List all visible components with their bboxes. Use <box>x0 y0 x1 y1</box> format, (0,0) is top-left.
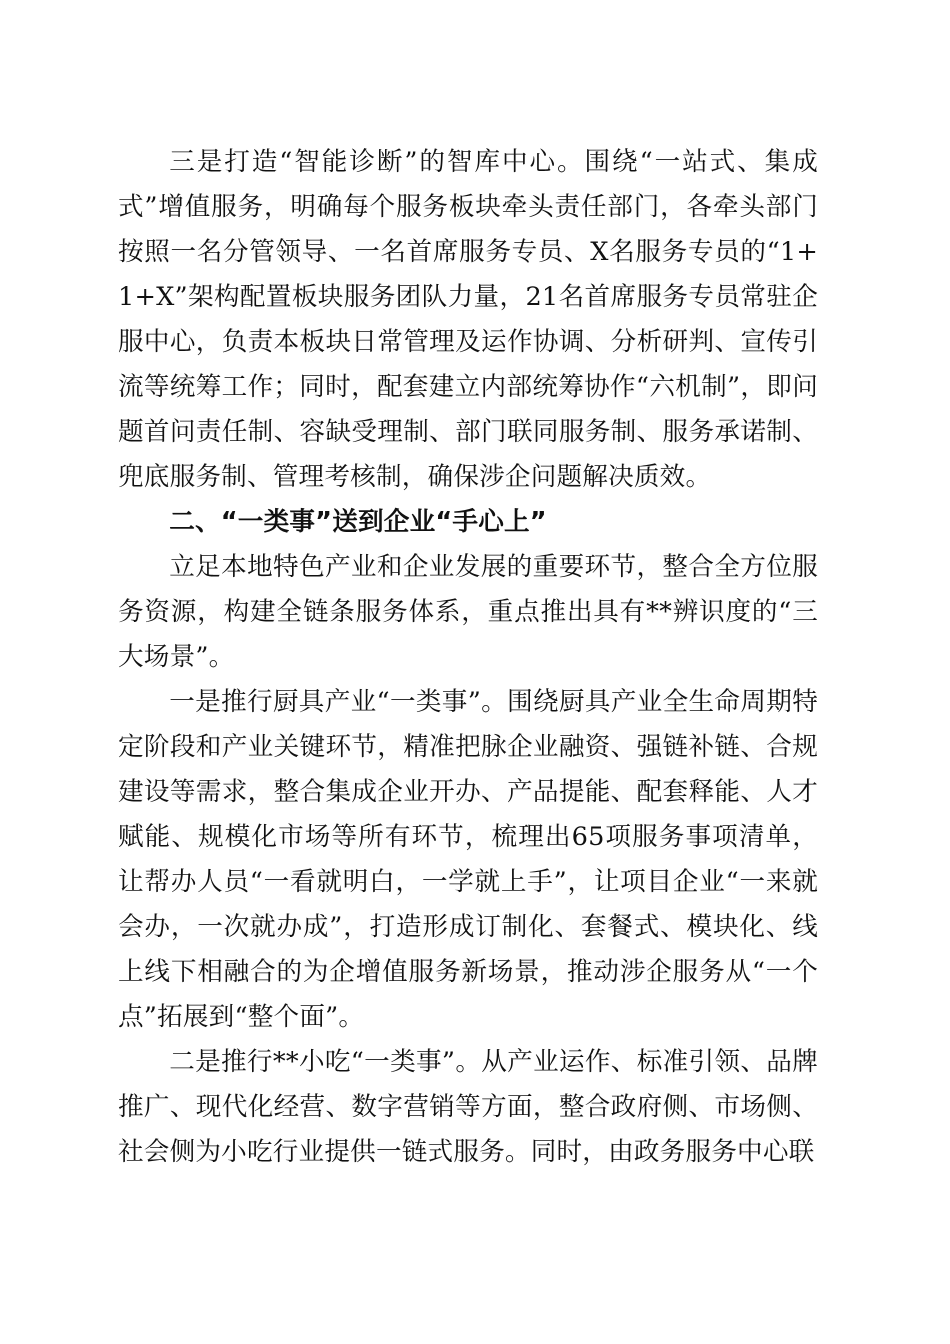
paragraph-intro: 立足本地特色产业和企业发展的重要环节，整合全方位服务资源，构建全链条服务体系，重点推出具有**辨识度的“三大场景”。 <box>118 552 818 672</box>
paragraph-kitchenware: 一是推行厨具产业“一类事”。围绕厨具产业全生命周期特定阶段和产业关键环节，精准把脉企业融资、强链补链、合规建设等需求，整合集成企业开办、产品提能、配套释能、人才赋能、规模化市场等所有环节，梳理出65项服务事项清单，让帮办人员“一看就明白，一学就上手”，让项目企业“一来就会办，一次就办成”，打造形成订制化、套餐式、模块化、线上线下相融合的为企增值服务新场景，推动涉企服务从“一个点”拓展到“整个面”。 <box>118 687 818 1032</box>
paragraph-snacks: 二是推行**小吃“一类事”。从产业运作、标准引领、品牌推广、现代化经营、数字营销等方面，整合政府侧、市场侧、社会侧为小吃行业提供一链式服务。同时，由政务服务中心联 <box>118 1047 818 1167</box>
paragraph-smart-diagnosis: 三是打造“智能诊断”的智库中心。围绕“一站式、集成式”增值服务，明确每个服务板块牵头责任部门，各牵头部门按照一名分管领导、一名首席服务专员、X名服务专员的“1+1+X”架构配置板块服务团队力量，21名首席服务专员常驻企服中心，负责本板块日常管理及运作协调、分析研判、宣传引流等统筹工作；同时，配套建立内部统筹协作“六机制”，即问题首问责任制、容缺受理制、部门联同服务制、服务承诺制、兜底服务制、管理考核制，确保涉企问题解决质效。 <box>118 147 818 492</box>
section-heading: 二、“一类事”送到企业“手心上” <box>169 507 547 537</box>
document-body <box>118 140 818 1175</box>
